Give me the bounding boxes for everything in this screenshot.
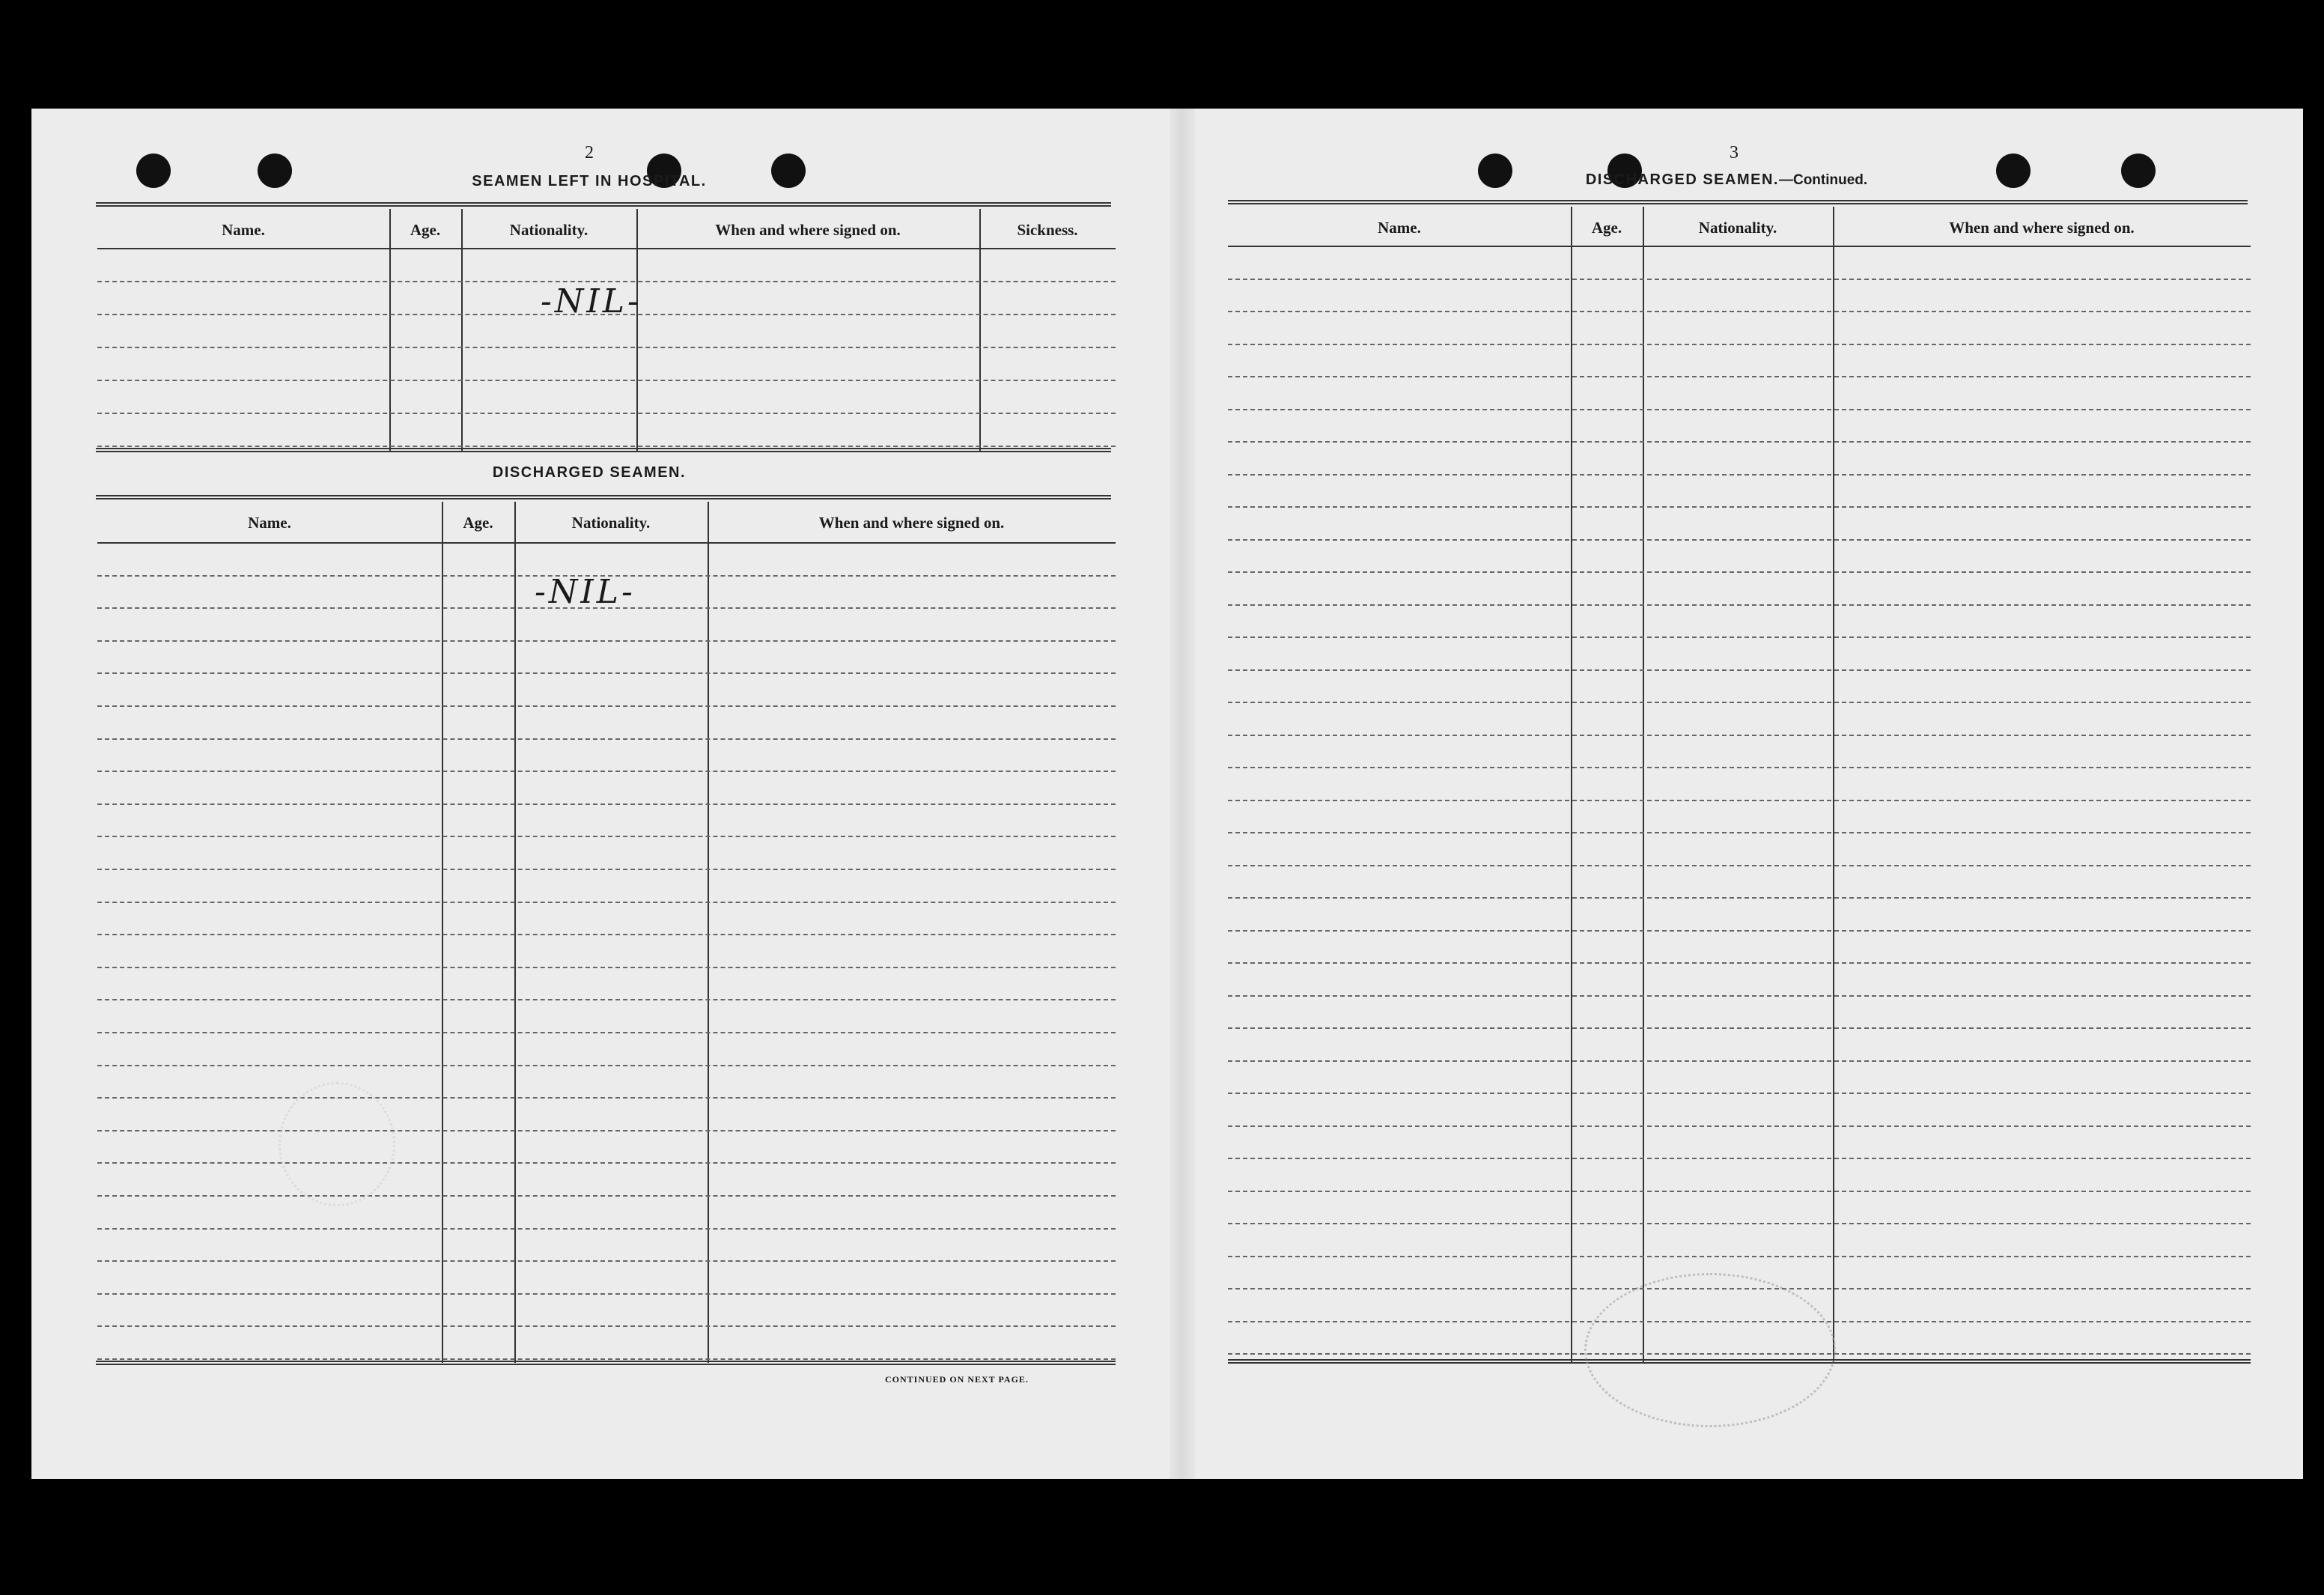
row-line [1228,376,2251,377]
row-line [1228,669,2251,671]
row-line [1228,800,2251,801]
double-rule [1228,200,2248,204]
row-line [97,446,1116,447]
right-page [1195,109,2303,1479]
column-divider [461,209,463,452]
row-line [1228,1158,2251,1159]
row-line [1228,897,2251,899]
row-line [1228,279,2251,280]
section-title-discharged-continued [1532,171,1921,189]
left-page [31,109,1169,1479]
row-line [1228,1125,2251,1127]
row-line [1228,1256,2251,1257]
section-title-discharged: DISCHARGED SEAMEN. [492,464,687,481]
title-text: DISCHARGED SEAMEN. [1585,171,1779,188]
row-line [97,1260,1116,1262]
row-line [97,902,1116,903]
row-line [97,1228,1116,1230]
row-line [1228,506,2251,508]
row-line [97,1195,1116,1197]
row-line [1228,311,2251,312]
column-header: Name. [248,514,291,532]
column-header: Age. [463,514,493,532]
row-line [97,1162,1116,1164]
document-sheet [31,109,2303,1479]
row-line [1228,1223,2251,1224]
row-line [1228,930,2251,932]
header-rule [97,542,1116,544]
page-fold [1169,109,1195,1479]
column-header: Nationality. [509,221,588,239]
double-rule [96,202,1111,207]
header-rule [1228,246,2251,247]
discharged-table [97,502,1116,1363]
row-line [1228,344,2251,345]
column-header: Age. [410,221,441,239]
row-line [1228,409,2251,410]
column-header: Name. [222,221,265,239]
column-divider [979,209,981,452]
row-line [1228,539,2251,541]
row-line [1228,832,2251,833]
column-header: Name. [1378,219,1421,237]
row-line [1228,702,2251,703]
row-line [97,380,1116,381]
row-line [97,771,1116,772]
hospital-table [97,209,1116,452]
column-header: When and where signed on. [818,514,1005,532]
column-divider [442,502,443,1363]
customs-stamp [1584,1273,1836,1427]
row-line [97,1097,1116,1099]
row-line [97,934,1116,935]
row-line [1228,767,2251,768]
row-line [97,672,1116,674]
column-header: When and where signed on. [715,221,901,239]
page-number: 2 [585,143,594,162]
row-line [1228,571,2251,573]
row-line [97,1325,1116,1327]
row-line [1228,1060,2251,1062]
column-divider [389,209,391,452]
nil-entry: -NIL- [535,573,636,611]
double-rule [96,1361,1116,1365]
row-line [97,1130,1116,1131]
row-line [97,869,1116,870]
row-line [1228,735,2251,736]
double-rule [96,448,1111,452]
page-number: 3 [1730,143,1739,162]
row-line [1228,637,2251,638]
row-line [1228,865,2251,866]
nil-entry: -NIL- [541,282,642,320]
row-line [1228,441,2251,443]
row-line [1228,1093,2251,1094]
column-divider [708,502,709,1363]
row-line [97,1293,1116,1295]
row-line [97,738,1116,740]
column-header: Sickness. [1017,221,1078,239]
row-line [1228,474,2251,476]
row-line [97,413,1116,414]
row-line [1228,962,2251,964]
column-header: Age. [1591,219,1622,237]
column-divider [636,209,638,452]
column-header: When and where signed on. [1949,219,2135,237]
double-rule [96,495,1111,499]
row-line [97,1358,1116,1360]
section-title-hospital: SEAMEN LEFT IN HOSPITAL. [472,173,707,189]
row-line [1228,1191,2251,1192]
header-rule [97,248,1116,249]
title-suffix: —Continued. [1778,172,1868,188]
row-line [97,347,1116,348]
column-header: Nationality. [571,514,651,532]
row-line [97,967,1116,968]
row-line [97,999,1116,1000]
continued-note: CONTINUED ON NEXT PAGE. [885,1374,1029,1385]
row-line [97,640,1116,642]
discharged-continued-table [1228,207,2251,1364]
column-header: Nationality. [1698,219,1777,237]
row-line [97,1065,1116,1066]
row-line [97,1032,1116,1033]
row-line [1228,1027,2251,1029]
column-divider [514,502,516,1363]
row-line [97,803,1116,805]
faded-stamp [279,1082,395,1206]
row-line [97,705,1116,707]
row-line [1228,604,2251,606]
row-line [97,836,1116,837]
row-line [1228,995,2251,997]
